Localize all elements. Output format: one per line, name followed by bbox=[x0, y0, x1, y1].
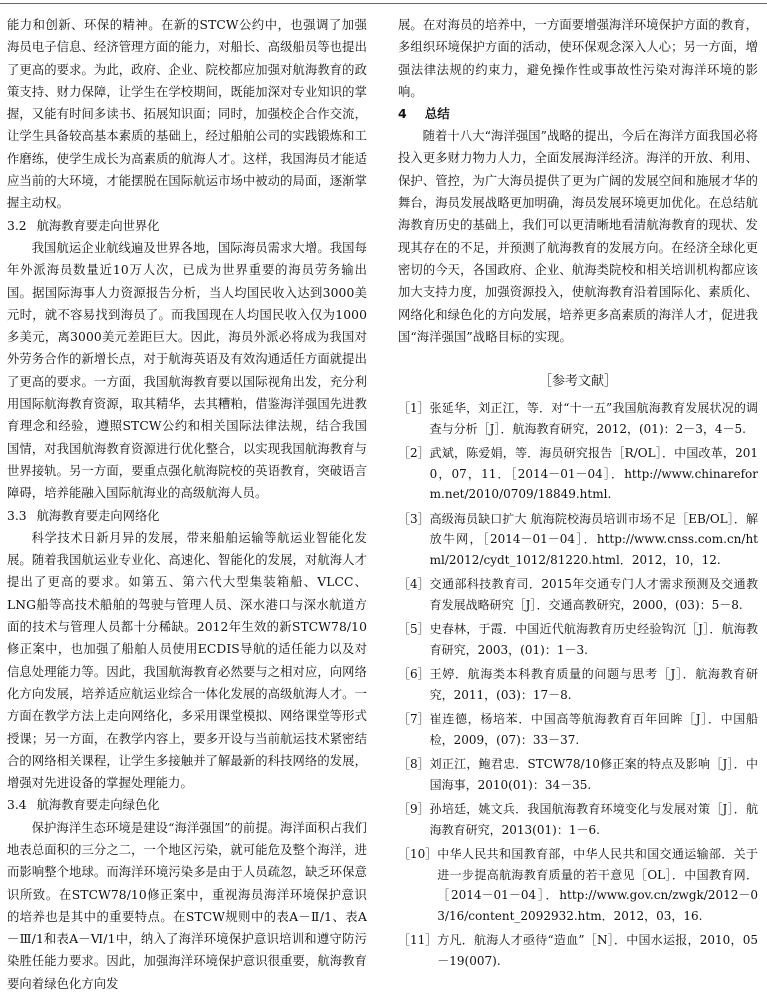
reference-item bbox=[398, 398, 758, 439]
reference-item bbox=[398, 664, 758, 705]
paragraph: 随着十八大“海洋强国”战略的提出，今后在海洋方面我国必将投入更多财力物力人力，全面发展海洋经济。海洋的开放、利用、保护、管控，为广大海员提供了更为广阔的发展空间和施展才华的舞台，海员发展战略更加明确，海员发展环境更加优化。在总结航海教育历史的基础上，我们可以更清晰地看清航海教育的现状、发现其存在的不足，并预测了航海教育的发展方向。在经济全球化更密切的今天，各国政府、企业、航海类院校和相关培训机构都应该加大支持力度，加强资源投入，使航海教育沿着国际化、素质化、网络化和绿色化的方向发展，培养更多高素质的海洋人才，促进我国“海洋强国”战略目标的实现。 bbox=[398, 129, 758, 344]
reference-item bbox=[398, 509, 758, 571]
header-rule bbox=[0, 3, 767, 4]
reference-number: ［11］ bbox=[398, 933, 438, 948]
section-heading-4 bbox=[398, 103, 758, 125]
reference-item bbox=[398, 443, 758, 505]
section-title: 航海教育要走向绿色化 bbox=[36, 798, 160, 813]
reference-text: 方凡．航海人才亟待“造血”［N］．中国水运报，2010，05－19(007). bbox=[437, 933, 758, 968]
reference-number: ［5］ bbox=[398, 622, 430, 637]
reference-text: 中华人民共和国教育部，中华人民共和国交通运输部．关于进一步提高航海教育质量的若干意见［OL］．中国教育网．［2014－01－04］．http://www.gov.cn/zwgk/2012－03/16/content_2092932.htm．2012，03，16. bbox=[437, 847, 758, 923]
section-number: 4 bbox=[398, 106, 407, 122]
references-list bbox=[398, 398, 758, 971]
reference-number: ［2］ bbox=[398, 446, 430, 461]
section-title: 航海教育要走向网络化 bbox=[36, 508, 160, 523]
reference-item bbox=[398, 574, 758, 615]
section-number: 3.4 bbox=[7, 798, 27, 813]
section-number: 3.3 bbox=[7, 508, 27, 523]
reference-number: ［1］ bbox=[398, 401, 430, 416]
reference-text: 孙培廷，姚文兵．我国航海教育环境变化与发展对策［J］．航海教育研究，2013(01)：1－6. bbox=[429, 802, 758, 837]
references-heading: ［参考文献］ bbox=[538, 374, 617, 390]
reference-number: ［8］ bbox=[398, 757, 430, 772]
reference-text: 张延华，刘正江，等．对“十一五”我国航海教育发展状况的调查与分析［J］．航海教育研究，2012，(01)：2－3，4－5. bbox=[429, 401, 758, 436]
reference-number: ［4］ bbox=[398, 577, 430, 592]
paragraph: 我国航运企业航线遍及世界各地，国际海员需求大增。我国每年外派海员数量近10万人次，已成为世界重要的海员劳务输出国。据国际海事人力资源报告分析，当人均国民收入达到3000美元时，就不容易找到海员了。而我国现在人均国民收入仅为1000多美元，离3000美元差距巨大。因此，海员外派必将成为我国对外劳务合作的新增长点，对于航海英语及有效沟通适任方面就提出了更高的要求。一方面，我国航海教育要以国际视角出发，充分利用国际航海教育资源，取其精华，去其糟粕，借鉴海洋强国先进教育理念和经验，遵照STCW公约和相关国际法律法规，结合我国国情，对我国航海教育资源进行优化整合，以实现我国航海教育与世界接轨。另一方面，要重点强化航海院校的英语教育，突破语言障碍，培养能融入国际航海业的高级航海人员。 bbox=[7, 240, 367, 501]
reference-number: ［3］ bbox=[398, 511, 430, 526]
reference-number: ［6］ bbox=[398, 667, 430, 682]
reference-text: 高级海员缺口扩大 航海院校海员培训市场不足［EB/OL］．解放牛网，［2014－01－04］．http://www.cnss.com.cn/html/2012/cydt_1012/81220.html．2012，10，12. bbox=[429, 511, 758, 567]
section-title: 航海教育要走向世界化 bbox=[36, 218, 160, 233]
reference-item bbox=[398, 844, 758, 926]
paragraph: 展。在对海员的培养中，一方面要增强海洋环境保护方面的教育，多组织环境保护方面的活动，使环保观念深入人心；另一方面，增强法律法规的约束力，避免操作性或事故性污染对海洋环境的影响。 bbox=[398, 18, 758, 99]
reference-item bbox=[398, 799, 758, 840]
left-column bbox=[7, 14, 367, 995]
reference-text: 武斌，陈爱娟，等．海员研究报告［R/OL］．中国改革，2010，07，11．［2014－01－04］．http://www.chinareform.net/2010/0709/18849.html. bbox=[429, 446, 758, 502]
section-number: 3.2 bbox=[7, 218, 27, 233]
reference-item bbox=[398, 709, 758, 750]
reference-item bbox=[398, 930, 758, 971]
reference-item bbox=[398, 754, 758, 795]
reference-text: 史春林，于霞．中国近代航海教育历史经验钩沉［J］．航海教育研究，2003，(01)：1－3. bbox=[429, 622, 758, 657]
reference-text: 崔连德，杨培苯．中国高等航海教育百年回眸［J］．中国船检，2009，(07)：33－37. bbox=[429, 712, 758, 747]
section-heading-3-2 bbox=[7, 215, 367, 237]
section-title: 总结 bbox=[424, 106, 450, 122]
right-column bbox=[398, 14, 758, 975]
section-heading-3-4 bbox=[7, 794, 367, 816]
reference-text: 王婷．航海类本科教育质量的问题与思考［J］．航海教育研究，2011，(03)：17－8. bbox=[429, 667, 758, 702]
reference-number: ［7］ bbox=[398, 712, 430, 727]
reference-text: 交通部科技教育司．2015年交通专门人才需求预测及交通教育发展战略研究［J］．交通高教研究，2000，(03)：5－8. bbox=[429, 577, 758, 612]
paragraph: 能力和创新、环保的精神。在新的STCW公约中，也强调了加强海员电子信息、经济管理方面的能力，对船长、高级船员等也提出了更高的要求。为此，政府、企业、院校都应加强对航海教育的政策支持、财力保障，让学生在学校期间，既能加深对专业知识的掌握，又能有时间多读书、拓展知识面；同时，加强校企合作交流，让学生具备较高基本素质的基础上，经过船舶公司的实践锻炼和工作磨练，使学生成长为高素质的航海人才。这样，我国海员才能适应当前的大环境，才能摆脱在国际航运市场中被动的局面，逐渐掌握主动权。 bbox=[7, 18, 367, 211]
section-heading-3-3 bbox=[7, 505, 367, 527]
reference-text: 刘正江，鲍君忠．STCW78/10修正案的特点及影响［J］．中国海事，2010(01)：34－35. bbox=[429, 757, 758, 792]
reference-number: ［10］ bbox=[398, 847, 438, 862]
paragraph: 保护海洋生态环境是建设“海洋强国”的前提。海洋面积占我们地表总面积的三分之二，一个地区污染，就可能危及整个海洋，进而影响整个地球。而海洋环境污染多是由于人员疏忽，缺乏环保意识所致。在STCW78/10修正案中，重视海员海洋环境保护意识的培养也是其中的重要特点。在STCW规则中的表A－Ⅱ/1、表A－Ⅲ/1和表A－Ⅵ/1中，纳入了海洋环境保护意识培训和遵守防污染胜任能力要求。因此，加强海洋环境保护意识很重要，航海教育要向着绿色化方向发 bbox=[7, 820, 367, 991]
reference-number: ［9］ bbox=[398, 802, 430, 817]
reference-item bbox=[398, 619, 758, 660]
paragraph: 科学技术日新月异的发展，带来船舶运输等航运业智能化发展。随着我国航运业专业化、高速化、智能化的发展，对航海人才提出了更高的要求。如第五、第六代大型集装箱船、VLCC、LNG船等高技术船舶的驾驶与管理人员、深水港口与深水航道方面的技术与管理人员都十分稀缺。2012年生效的新STCW78/10修正案中，也加强了船舶人员使用ECDIS导航的适任能力以及对信息处理能力等。因此，我国航海教育必然要与之相对应，向网络化方向发展，培养适应航运业综合一体化发展的高级航海人才。一方面在教学方法上走向网络化，多采用课堂模拟、网络课堂等形式授课；另一方面，在教学内容上，要多开设与当前航运技术紧密结合的网络相关课程，让学生多接触并了解最新的科技网络的发展，增强对先进设备的掌握处理能力。 bbox=[7, 530, 367, 791]
